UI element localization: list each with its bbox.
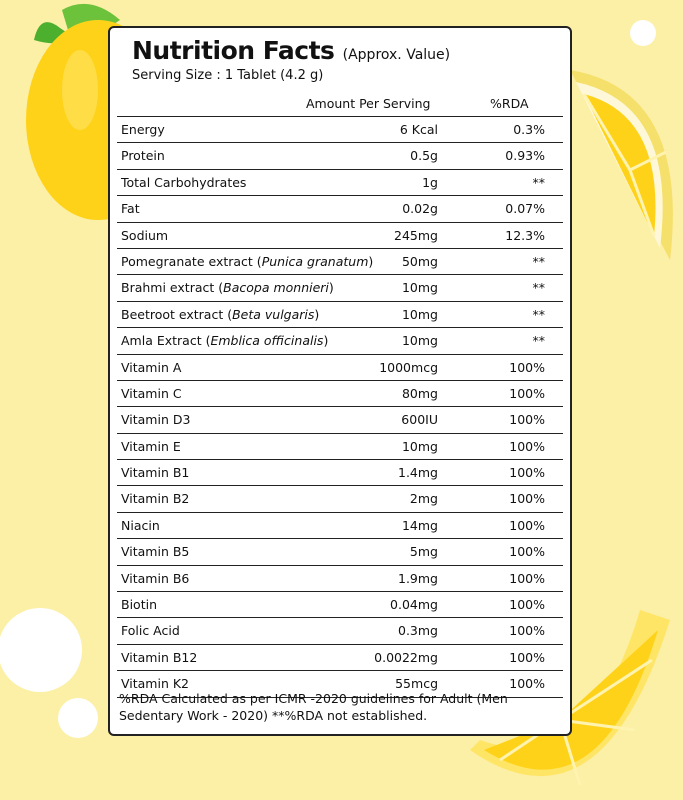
- table-row: [117, 539, 563, 565]
- nutrient-rda: 0.07%: [505, 201, 545, 217]
- table-row: [117, 223, 563, 249]
- nutrient-name: Fat: [121, 201, 140, 217]
- table-row: [117, 143, 563, 169]
- nutrient-rda: 100%: [509, 570, 545, 586]
- nutrient-rda: 100%: [509, 412, 545, 428]
- footnote: %RDA Calculated as per ICMR -2020 guidelines for Adult (Men Sedentary Work - 2020) **%RDA not established.: [119, 691, 508, 723]
- nutrition-facts-panel: [108, 26, 572, 736]
- nutrient-amount: 0.02g: [402, 201, 438, 217]
- nutrient-name: Vitamin B1: [121, 465, 190, 481]
- nutrient-name: Brahmi extract (Bacopa monnieri): [121, 280, 334, 296]
- table-row: [117, 618, 563, 644]
- nutrient-amount: 2mg: [409, 491, 438, 507]
- nutrient-amount: 0.04mg: [390, 597, 438, 613]
- nutrient-amount: 10mg: [401, 333, 438, 349]
- nutrient-name: Amla Extract (Emblica officinalis): [121, 333, 329, 349]
- nutrient-rda: 100%: [509, 623, 545, 639]
- nutrient-name: Vitamin K2: [121, 676, 190, 692]
- nutrient-rda: **: [532, 306, 545, 322]
- nutrient-rda: 100%: [509, 385, 545, 401]
- nutrient-rda: 12.3%: [505, 227, 545, 243]
- nutrient-rda: 0.93%: [505, 148, 545, 164]
- nutrient-rda: **: [532, 174, 545, 190]
- nutrient-amount: 55mcg: [395, 676, 438, 692]
- nutrient-amount: 6 Kcal: [399, 122, 438, 137]
- nutrient-amount: 0.3mg: [398, 623, 438, 639]
- nutrient-amount: 10mg: [401, 438, 438, 454]
- nutrient-amount: 5mg: [409, 544, 438, 560]
- table-row: [117, 566, 563, 592]
- nutrient-name: Vitamin B5: [121, 544, 190, 560]
- nutrient-rda: **: [532, 333, 545, 349]
- lemon-slice-illustration: [560, 60, 683, 280]
- page-title: Nutrition Facts (Approx. Value): [132, 36, 451, 65]
- nutrition-table: [117, 116, 563, 698]
- nutrient-name: Vitamin E: [121, 438, 181, 454]
- nutrient-name: Sodium: [121, 227, 169, 243]
- bubble-decoration: [0, 600, 110, 800]
- nutrient-name: Vitamin B6: [121, 570, 190, 586]
- nutrient-amount: 50mg: [401, 253, 438, 269]
- column-header-rda: %RDA: [490, 96, 529, 111]
- nutrient-amount: 0.0022mg: [374, 649, 438, 665]
- nutrient-amount: 1.9mg: [398, 570, 438, 586]
- nutrient-name: Vitamin A: [121, 359, 182, 375]
- nutrient-amount: 0.5g: [410, 148, 438, 164]
- nutrient-name: Folic Acid: [121, 623, 180, 639]
- nutrient-amount: 1000mcg: [379, 359, 438, 375]
- nutrient-amount: 600IU: [401, 412, 438, 428]
- nutrient-name: Energy: [121, 122, 165, 137]
- nutrient-rda: 100%: [509, 649, 545, 665]
- column-header-amount: Amount Per Serving: [306, 96, 431, 111]
- table-row: [117, 407, 563, 433]
- table-row: [117, 196, 563, 222]
- table-row: [117, 275, 563, 301]
- table-row: [117, 513, 563, 539]
- nutrient-amount: 14mg: [401, 517, 438, 533]
- table-row: [117, 302, 563, 328]
- nutrient-name: Vitamin D3: [121, 412, 191, 428]
- nutrient-amount: 80mg: [401, 385, 438, 401]
- nutrient-rda: 100%: [509, 491, 545, 507]
- nutrient-name: Vitamin B12: [121, 649, 198, 665]
- nutrient-rda: 100%: [509, 676, 545, 692]
- table-row: [117, 117, 563, 143]
- nutrient-name: Protein: [121, 148, 165, 164]
- nutrient-amount: 1g: [422, 174, 438, 190]
- nutrient-name: Beetroot extract (Beta vulgaris): [121, 306, 320, 322]
- nutrient-rda: 100%: [509, 517, 545, 533]
- nutrient-rda: 100%: [509, 359, 545, 375]
- table-row: [117, 170, 563, 196]
- table-row: [117, 328, 563, 354]
- nutrient-rda: 100%: [509, 597, 545, 613]
- nutrient-amount: 245mg: [394, 227, 438, 243]
- nutrient-name: Vitamin B2: [121, 491, 190, 507]
- nutrient-name: Vitamin C: [121, 385, 182, 401]
- table-row: [117, 249, 563, 275]
- nutrient-name: Niacin: [121, 517, 160, 533]
- nutrient-name: Biotin: [121, 597, 157, 613]
- nutrient-name: Total Carbohydrates: [121, 174, 247, 190]
- title-note: (Approx. Value): [342, 47, 451, 63]
- nutrient-amount: 10mg: [401, 280, 438, 296]
- nutrient-rda: 100%: [509, 544, 545, 560]
- nutrient-rda: **: [532, 253, 545, 269]
- nutrient-amount: 1.4mg: [398, 465, 438, 481]
- table-row: [117, 486, 563, 512]
- nutrient-amount: 10mg: [401, 306, 438, 322]
- nutrient-rda: 0.3%: [513, 122, 545, 137]
- table-row: [117, 460, 563, 486]
- table-row: [117, 592, 563, 618]
- table-row: [117, 434, 563, 460]
- nutrient-name: Pomegranate extract (Punica granatum): [121, 253, 374, 269]
- serving-size: Serving Size : 1 Tablet (4.2 g): [132, 68, 324, 83]
- bubble-decoration: [628, 18, 658, 48]
- table-row: [117, 381, 563, 407]
- nutrient-rda: **: [532, 280, 545, 296]
- nutrient-rda: 100%: [509, 438, 545, 454]
- table-row: [117, 355, 563, 381]
- nutrient-rda: 100%: [509, 465, 545, 481]
- table-row: [117, 645, 563, 671]
